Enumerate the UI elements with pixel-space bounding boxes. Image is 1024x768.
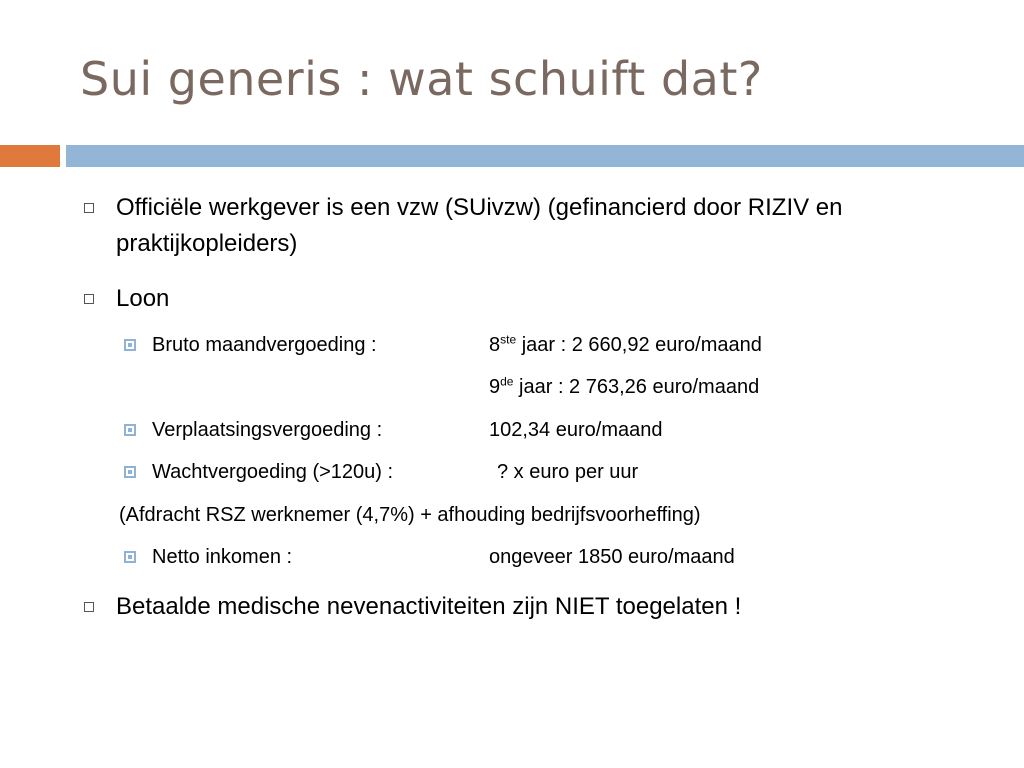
netto-label: Netto inkomen : xyxy=(152,546,293,568)
netto-value: ongeveer 1850 euro/maand xyxy=(489,546,735,568)
bullet-text: Loon xyxy=(116,285,170,312)
slide-title: Sui generis : wat schuift dat? xyxy=(80,52,763,106)
square-bullet-icon xyxy=(84,294,94,304)
wacht-label: Wachtvergoeding (>120u) : xyxy=(152,461,394,483)
filled-square-bullet-icon xyxy=(124,466,136,478)
filled-square-bullet-icon xyxy=(124,424,136,436)
sub-bullet-wacht xyxy=(152,458,639,486)
bullet-loon xyxy=(116,281,956,317)
bullet-text: Officiële werkgever is een vzw (SUivzw) (gefinancierd door RIZIV en praktijkopleiders) xyxy=(116,194,843,257)
sub-bullet-bruto xyxy=(152,331,762,359)
verplaatsing-value: 102,34 euro/maand xyxy=(489,419,663,441)
accent-bar-orange xyxy=(0,145,60,167)
sub-bullet-netto xyxy=(152,543,735,571)
filled-square-bullet-icon xyxy=(124,551,136,563)
square-bullet-icon xyxy=(84,203,94,213)
bullet-text: Betaalde medische nevenactiviteiten zijn NIET toegelaten ! xyxy=(116,593,742,620)
bruto-year9: 9de jaar : 2 763,26 euro/maand xyxy=(489,374,760,398)
bullet-werkgever xyxy=(116,190,956,262)
accent-bar-blue xyxy=(66,145,1024,167)
filled-square-bullet-icon xyxy=(124,339,136,351)
bruto-year8: 8ste jaar : 2 660,92 euro/maand xyxy=(489,332,762,356)
bruto-label: Bruto maandvergoeding : xyxy=(152,334,377,356)
afdracht-note: (Afdracht RSZ werknemer (4,7%) + afhouding bedrijfsvoorheffing) xyxy=(119,504,701,526)
verplaatsing-label: Verplaatsingsvergoeding : xyxy=(152,419,383,441)
bullet-nevenactiviteiten xyxy=(116,589,956,625)
wacht-value: ? x euro per uur xyxy=(497,461,639,483)
sub-bullet-verplaatsing xyxy=(152,416,663,444)
square-bullet-icon xyxy=(84,602,94,612)
